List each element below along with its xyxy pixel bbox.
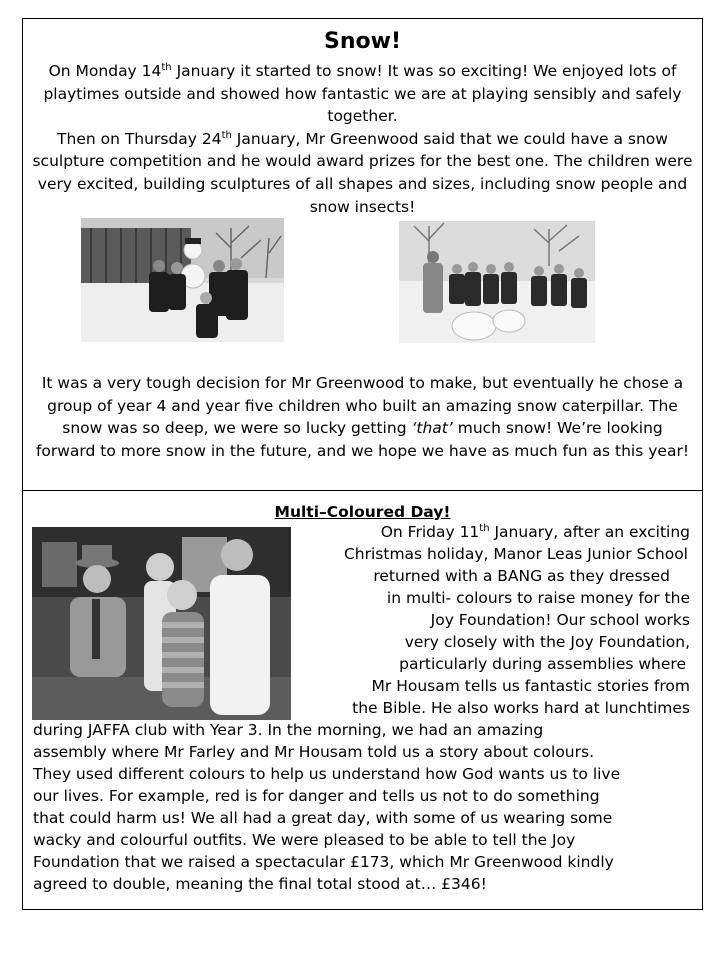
- snowman-photo: [81, 218, 284, 342]
- multicoloured-line: during JAFFA club with Year 3. In the morning, we had an amazing: [33, 721, 544, 739]
- multicoloured-line: returned with a BANG as they dressed: [373, 567, 670, 585]
- multicoloured-line: They used different colours to help us understand how God wants us to live: [33, 765, 621, 783]
- snow-intro-text: On Monday 14th January it started to snow! It was so exciting! We enjoyed lots of playtimes outside and showed how fantastic we are at playing sensibly and safely together. Then on Thursday 24th January, Mr Greenwood said that we could have a snow sculpture competition and he would award prizes for the best one. The children were very excited, building sculptures of all shapes and sizes, including snow people and snow insects!: [32, 61, 693, 216]
- multicoloured-line: particularly during assemblies where: [399, 655, 686, 673]
- multicoloured-line: Christmas holiday, Manor Leas Junior School: [343, 545, 688, 563]
- multicoloured-line: very closely with the Joy Foundation,: [404, 633, 690, 651]
- multicoloured-line: assembly where Mr Farley and Mr Housam told us a story about colours.: [33, 743, 594, 761]
- snow-section: [22, 18, 703, 491]
- multicoloured-day-photo: [32, 527, 291, 720]
- snow-winner-text: It was a very tough decision for Mr Greenwood to make, but eventually he chose a group of year 4 and year five children who built an amazing snow caterpillar. The snow was so deep, we were so lucky getting ‘that’ much snow! We’re looking forward to more snow in the future, and we hope we have as much fun as this year!: [35, 374, 690, 460]
- multicoloured-line: agreed to double, meaning the final total stood at… £346!: [33, 875, 487, 893]
- multicoloured-line: that could harm us! We all had a great day, with some of us wearing some: [33, 809, 613, 827]
- multicoloured-line: On Friday 11th January, after an exciting: [380, 522, 690, 541]
- multicoloured-line: our lives. For example, red is for danger and tells us not to do something: [33, 787, 600, 805]
- snow-caterpillar-photo: [399, 221, 595, 343]
- multicoloured-line: wacky and colourful outfits. We were pleased to be able to tell the Joy: [33, 831, 576, 849]
- multicoloured-line: the Bible. He also works hard at lunchtimes: [352, 699, 690, 717]
- multicoloured-line: Joy Foundation! Our school works: [430, 611, 690, 629]
- snow-title: Snow!: [324, 29, 401, 54]
- multicoloured-day-section: [22, 490, 703, 910]
- multicoloured-line: in multi- colours to raise money for the: [386, 589, 690, 607]
- multicoloured-title: Multi–Coloured Day!: [274, 503, 451, 521]
- multicoloured-line: Mr Housam tells us fantastic stories from: [371, 677, 690, 695]
- multicoloured-line: Foundation that we raised a spectacular £173, which Mr Greenwood kindly: [33, 853, 614, 871]
